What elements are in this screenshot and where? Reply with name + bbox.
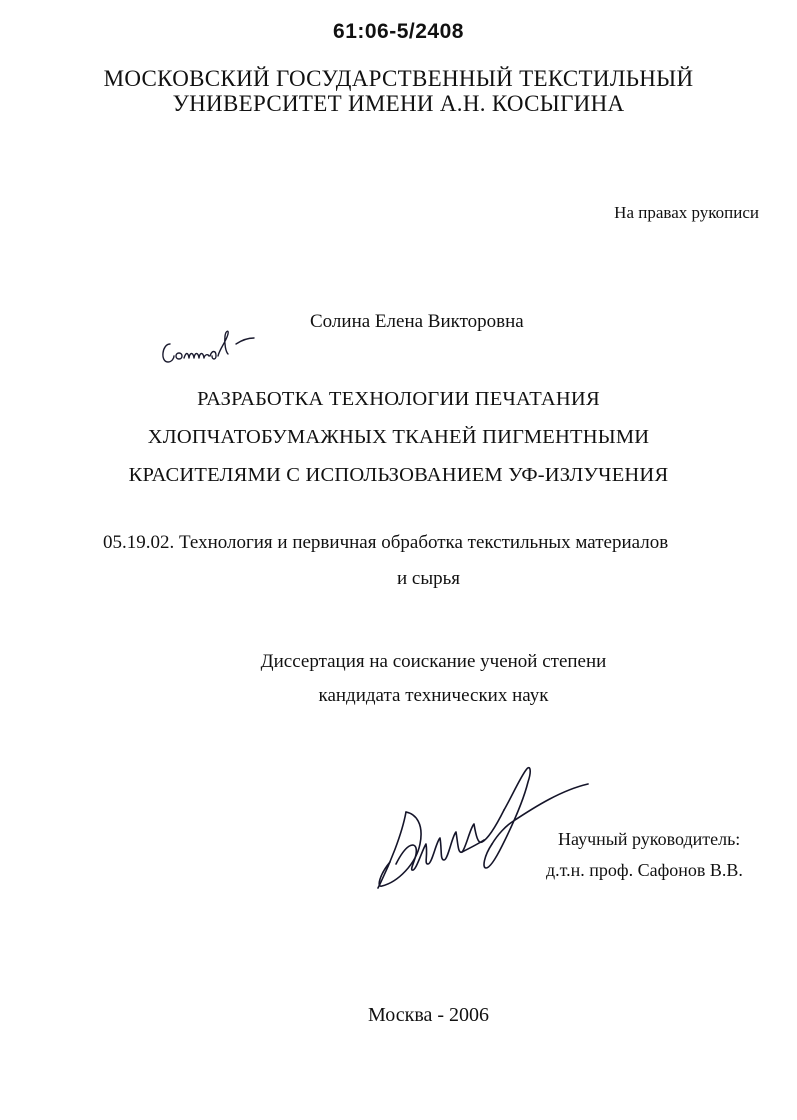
- title-line-1: РАЗРАБОТКА ТЕХНОЛОГИИ ПЕЧАТАНИЯ: [197, 388, 600, 410]
- catalog-number: 61:06-5/2408: [333, 20, 464, 43]
- degree-line-2: кандидата технических наук: [318, 685, 549, 706]
- author-signature: [156, 322, 266, 372]
- city-year: Москва - 2006: [367, 1004, 490, 1026]
- supervisor-name: д.т.н. проф. Сафонов В.В.: [546, 860, 743, 880]
- university-line-1: МОСКОВСКИЙ ГОСУДАРСТВЕННЫЙ ТЕКСТИЛЬНЫЙ: [103, 66, 694, 91]
- rights-note: На правах рукописи: [614, 203, 759, 222]
- specialty-line-1: 05.19.02. Технология и первичная обработка текстильных материалов: [103, 532, 669, 553]
- degree-line-1: Диссертация на соискание ученой степени: [260, 651, 607, 672]
- dissertation-title: [0, 380, 797, 494]
- title-line-3: КРАСИТЕЛЯМИ С ИСПОЛЬЗОВАНИЕМ УФ-ИЗЛУЧЕНИЯ: [128, 464, 669, 486]
- university-line-2: УНИВЕРСИТЕТ ИМЕНИ А.Н. КОСЫГИНА: [172, 91, 625, 116]
- specialty-line-2: и сырья: [396, 568, 461, 589]
- supervisor-label: Научный руководитель:: [558, 829, 741, 849]
- degree-statement: [0, 645, 797, 713]
- author-name: Солина Елена Викторовна: [310, 311, 524, 332]
- title-line-2: ХЛОПЧАТОБУМАЖНЫХ ТКАНЕЙ ПИГМЕНТНЫМИ: [147, 426, 650, 448]
- university-name: [0, 66, 797, 116]
